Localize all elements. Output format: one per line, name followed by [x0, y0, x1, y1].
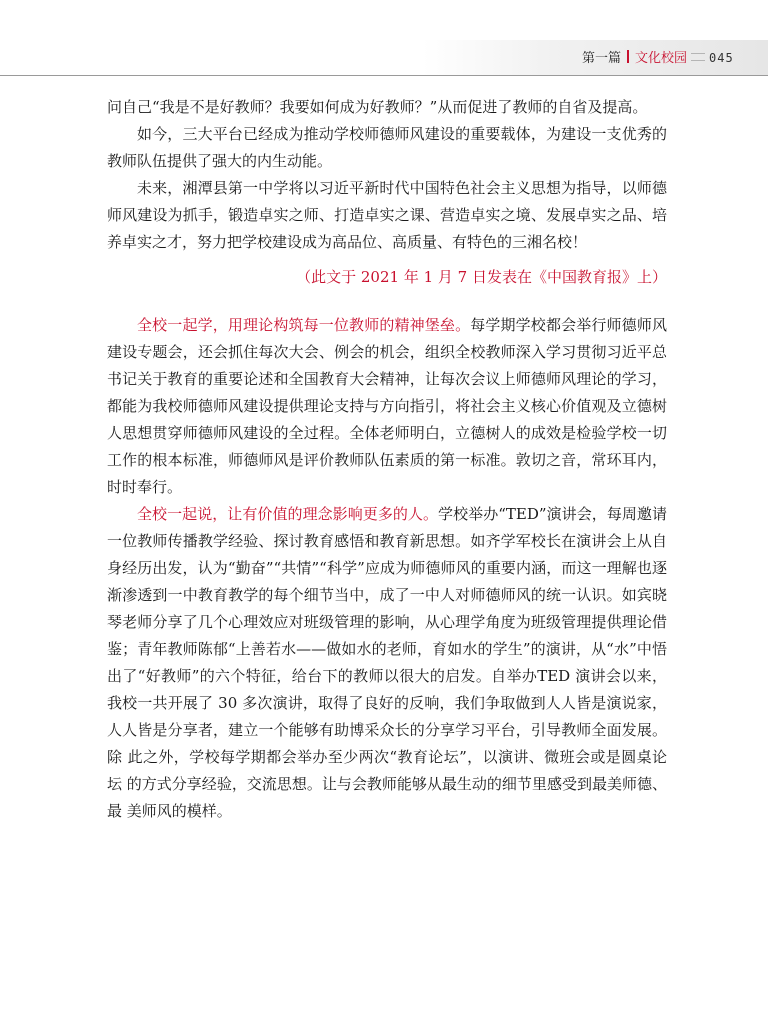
header-section-label: 文化校园: [635, 51, 688, 66]
paragraph-body: 每学期学校都会举行师德师风建设专题会，还会抓住每次大会、例会的机会，组织全校教师深入学习贯彻习近平总书记关于教育的重要论述和全国教育大会精神，让每次会议上师德师风理论的学习，都能为我校师德师风建设提供理论支持与方向指引，将社会主义核心价值观及立德树人思想贯穿师德师风建设的全过程。全体老师明白，立德树人的成效是检验学校一切工作的根本标准，师德师风是评价教师队伍素质的第一标准。敦切之音，常环耳内，时时奉行。: [107, 316, 667, 496]
header-part-label: 第一篇: [582, 51, 622, 66]
paragraph-study-together: [107, 312, 667, 501]
paragraph-future: 未来，湘潭县第一中学将以习近平新时代中国特色社会主义思想为指导，以师德师风建设为抓手，锻造卓实之师、打造卓实之课、营造卓实之境、发展卓实之品、培养卓实之才，努力把学校建设成为高品位、高质量、有特色的三湘名校！: [107, 179, 667, 251]
header-rule: [0, 75, 768, 76]
paragraph-speak-together: [107, 501, 667, 825]
paragraph-lead-highlight: 全校一起说，让有价值的理念影响更多的人。: [137, 505, 439, 523]
page-number: 045: [709, 51, 734, 65]
header-decoration: [691, 53, 705, 61]
top-text-block: [107, 94, 667, 256]
paragraph-continued: 问自己“我是不是好教师？我要如何成为好教师？”从而促进了教师的自省及提高。: [107, 98, 648, 116]
publication-note: （此文于 2021 年 1 月 7 日发表在《中国教育报》上）: [296, 268, 667, 286]
header-text: [582, 49, 734, 67]
paragraph-platforms: 如今，三大平台已经成为推动学校师德师风建设的重要载体，为建设一支优秀的教师队伍提供了强大的内生动能。: [107, 125, 667, 170]
running-header: [0, 40, 768, 76]
bottom-text-block: [107, 312, 667, 825]
header-separator: [627, 50, 629, 63]
paragraph-lead-highlight: 全校一起学，用理论构筑每一位教师的精神堡垒。: [137, 316, 471, 334]
paragraph-body: 学校举办“TED”演讲会，每周邀请一位教师传播教学经验、探讨教育感悟和教育新思想。如齐学军校长在演讲会上从自身经历出发，认为“勤奋”“共情”“科学”应成为师德师风的重要内涵，而这一理解也逐渐渗透到一中教育教学的每个细节当中，成了一中人对师德师风的统一认识。如宾晓琴老师分享了几个心理效应对班级管理的影响，从心理学角度为班级管理提供理论借鉴；青年教师陈郁“上善若水——做如水的老师，育如水的学生”的演讲，从“水”中悟出了“好教师”的六个特征，给台下的教师以很大的启发。自举办TED 演讲会以来，我校一共开展了 30 多次演讲，取得了良好的反响，我们争取做到人人皆是演说家，人人皆是分享者，建立一个能够有助博采众长的分享学习平台，引导教师全面发展。除 此之外，学校每学期都会举办至少两次“教育论坛”，以演讲、微班会或是圆桌论坛 的方式分享经验，交流思想。让与会教师能够从最生动的细节里感受到最美师德、最 美师风的模样。: [107, 505, 667, 820]
